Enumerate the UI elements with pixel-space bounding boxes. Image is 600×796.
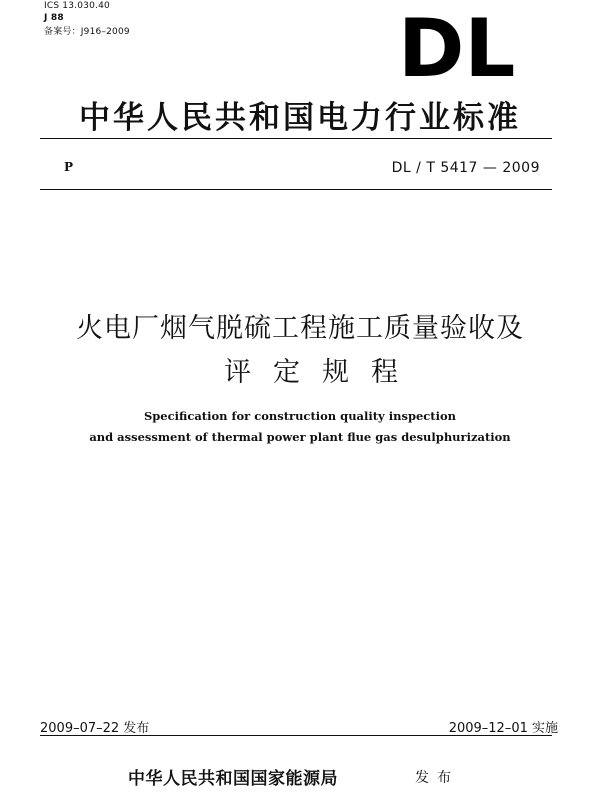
standard-number: DL / T 5417 — 2009 [391,160,540,176]
bottom-rule [40,735,552,736]
title-en-line1: Specification for construction quality inspection [143,409,457,423]
org-title: 中华人民共和国电力行业标准 [79,100,521,136]
publish-label: 发布 [415,770,459,786]
dl-logo-text: DL [398,14,516,80]
top-rule [40,138,552,139]
ics-code: ICS 13.030.40 [44,1,110,11]
filing-number: 备案号：J916–2009 [44,27,130,37]
j-code: J 88 [44,13,64,23]
title-zh-line1: 火电厂烟气脱硫工程施工质量验收及 [76,313,524,344]
issue-date: 2009–07–22 发布 [40,721,150,736]
middle-rule [40,189,552,190]
implementation-date: 2009–12–01 实施 [448,721,558,736]
dl-logo [398,14,548,80]
category-code: P [64,160,74,174]
publisher: 中华人民共和国国家能源局 [128,769,338,789]
title-zh-line2: 评定规程 [224,357,420,388]
title-en-line2: and assessment of thermal power plant flue gas desulphurization [89,430,511,444]
